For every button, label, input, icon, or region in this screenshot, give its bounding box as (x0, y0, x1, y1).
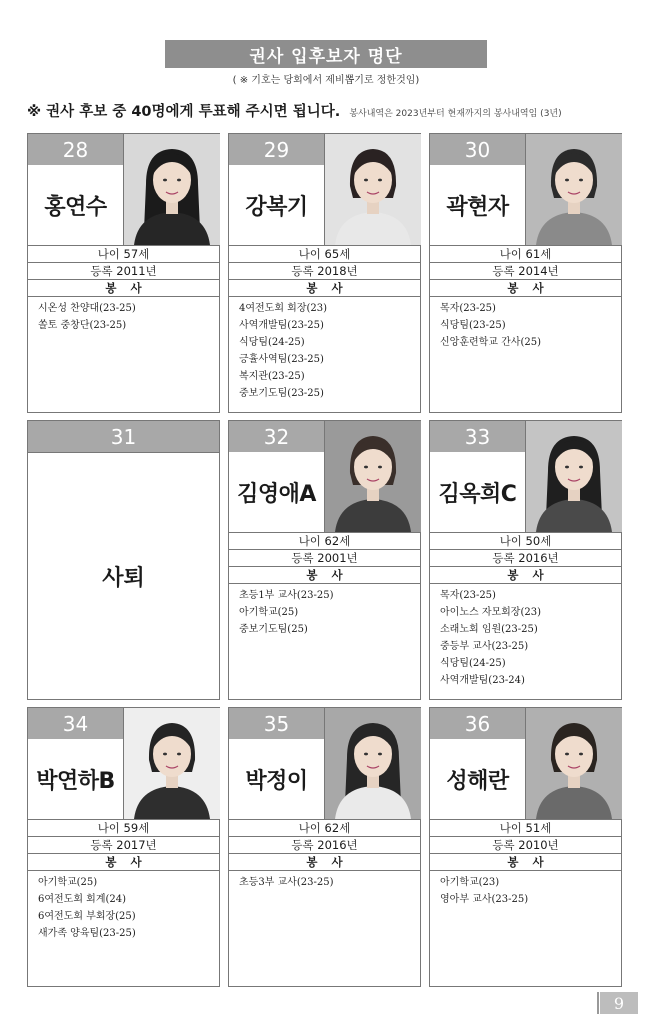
service-item: 6여전도회 회계(24) (38, 894, 127, 905)
page-number-marker (597, 992, 599, 1014)
instruction-line (27, 100, 627, 121)
candidate-card-29 (228, 133, 421, 413)
service-item: 신앙훈련학교 간사(25) (440, 337, 541, 348)
service-item: 사역개발팀(23-25) (239, 320, 324, 331)
service-list (28, 870, 219, 942)
service-item: 식당팀(24-25) (239, 337, 305, 348)
service-header: 봉사 (28, 279, 219, 296)
candidate-registered: 등록 2014년 (430, 262, 621, 279)
service-item: 중보기도팀(25) (239, 624, 308, 635)
service-item: 긍휼사역팀(23-25) (239, 354, 324, 365)
candidate-number: 33 (430, 421, 525, 452)
service-item: 초등3부 교사(23-25) (239, 877, 334, 888)
candidate-name: 곽현자 (446, 194, 509, 220)
candidate-photo (525, 421, 622, 532)
candidate-card-33 (429, 420, 622, 700)
candidate-photo (525, 134, 622, 245)
candidate-number: 31 (28, 421, 219, 452)
service-list (28, 296, 219, 334)
service-item: 복지관(23-25) (239, 371, 305, 382)
page-number: 9 (600, 992, 638, 1014)
service-item: 사역개발팀(23-24) (440, 675, 525, 686)
service-list (430, 583, 621, 689)
service-item: 목자(23-25) (440, 303, 496, 314)
candidate-age: 나이 50세 (430, 532, 621, 549)
candidate-card-35 (228, 707, 421, 987)
candidate-card-32 (228, 420, 421, 700)
service-item: 초등1부 교사(23-25) (239, 590, 334, 601)
candidate-number: 34 (28, 708, 123, 739)
service-header: 봉사 (229, 853, 420, 870)
service-item: 식당팀(24-25) (440, 658, 506, 669)
service-header: 봉사 (430, 853, 621, 870)
candidate-photo (123, 708, 220, 819)
candidate-number: 32 (229, 421, 324, 452)
candidate-card-30 (429, 133, 622, 413)
candidate-registered: 등록 2001년 (229, 549, 420, 566)
candidate-age: 나이 51세 (430, 819, 621, 836)
service-item: 목자(23-25) (440, 590, 496, 601)
service-item: 쏠토 중창단(23-25) (38, 320, 127, 331)
service-item: 새가족 양육팀(23-25) (38, 928, 136, 939)
candidate-card-36 (429, 707, 622, 987)
page-subtitle: ( ※ 기호는 당회에서 제비뽑기로 정한것임) (232, 75, 420, 86)
service-item: 아기학교(25) (239, 607, 299, 618)
candidate-number: 28 (28, 134, 123, 165)
service-item: 아기학교(23) (440, 877, 500, 888)
candidate-age: 나이 61세 (430, 245, 621, 262)
candidate-photo (324, 708, 421, 819)
candidate-number: 36 (430, 708, 525, 739)
candidate-registered: 등록 2016년 (430, 549, 621, 566)
candidate-card-31 (27, 420, 220, 700)
candidate-photo (324, 421, 421, 532)
candidate-name: 성해란 (446, 768, 509, 794)
service-item: 영아부 교사(23-25) (440, 894, 529, 905)
service-item: 아이노스 자모회장(23) (440, 607, 541, 618)
service-item: 6여전도회 부회장(25) (38, 911, 136, 922)
candidate-registered: 등록 2010년 (430, 836, 621, 853)
candidate-age: 나이 57세 (28, 245, 219, 262)
candidate-registered: 등록 2017년 (28, 836, 219, 853)
service-item: 소래노회 임원(23-25) (440, 624, 538, 635)
service-list (229, 583, 420, 638)
candidate-photo (123, 134, 220, 245)
candidate-photo (525, 708, 622, 819)
service-header: 봉사 (229, 279, 420, 296)
service-list (229, 296, 420, 402)
service-list (229, 870, 420, 891)
candidate-card-34 (27, 707, 220, 987)
service-item: 4여전도회 회장(23) (239, 303, 328, 314)
service-list (430, 296, 621, 351)
service-item: 중등부 교사(23-25) (440, 641, 529, 652)
candidate-number: 35 (229, 708, 324, 739)
candidate-name: 강복기 (245, 194, 308, 220)
candidate-name: 김옥희C (438, 481, 517, 507)
candidate-registered: 등록 2016년 (229, 836, 420, 853)
service-list (430, 870, 621, 908)
candidate-number: 29 (229, 134, 324, 165)
withdrawn-status: 사퇴 (28, 452, 219, 700)
candidate-photo (324, 134, 421, 245)
service-header: 봉사 (430, 279, 621, 296)
candidate-age: 나이 62세 (229, 532, 420, 549)
instruction-note: 봉사내역은 2023년부터 현재까지의 봉사내역임 (3년) (349, 109, 562, 119)
candidate-age: 나이 59세 (28, 819, 219, 836)
candidate-name: 김영애A (237, 481, 316, 507)
page-title: 권사 입후보자 명단 (165, 40, 487, 68)
candidate-name: 박정이 (245, 768, 308, 794)
service-header: 봉사 (28, 853, 219, 870)
service-item: 아기학교(25) (38, 877, 98, 888)
candidate-registered: 등록 2018년 (229, 262, 420, 279)
candidate-age: 나이 62세 (229, 819, 420, 836)
candidate-name: 홍연수 (44, 194, 107, 220)
service-item: 시온성 찬양대(23-25) (38, 303, 136, 314)
candidate-name: 박연하B (36, 768, 115, 794)
service-item: 식당팀(23-25) (440, 320, 506, 331)
instruction-main: ※ 권사 후보 중 40명에게 투표해 주시면 됩니다. (27, 104, 341, 120)
service-header: 봉사 (229, 566, 420, 583)
candidate-registered: 등록 2011년 (28, 262, 219, 279)
service-header: 봉사 (430, 566, 621, 583)
candidate-card-28 (27, 133, 220, 413)
candidate-age: 나이 65세 (229, 245, 420, 262)
service-item: 중보기도팀(23-25) (239, 388, 324, 399)
candidate-number: 30 (430, 134, 525, 165)
